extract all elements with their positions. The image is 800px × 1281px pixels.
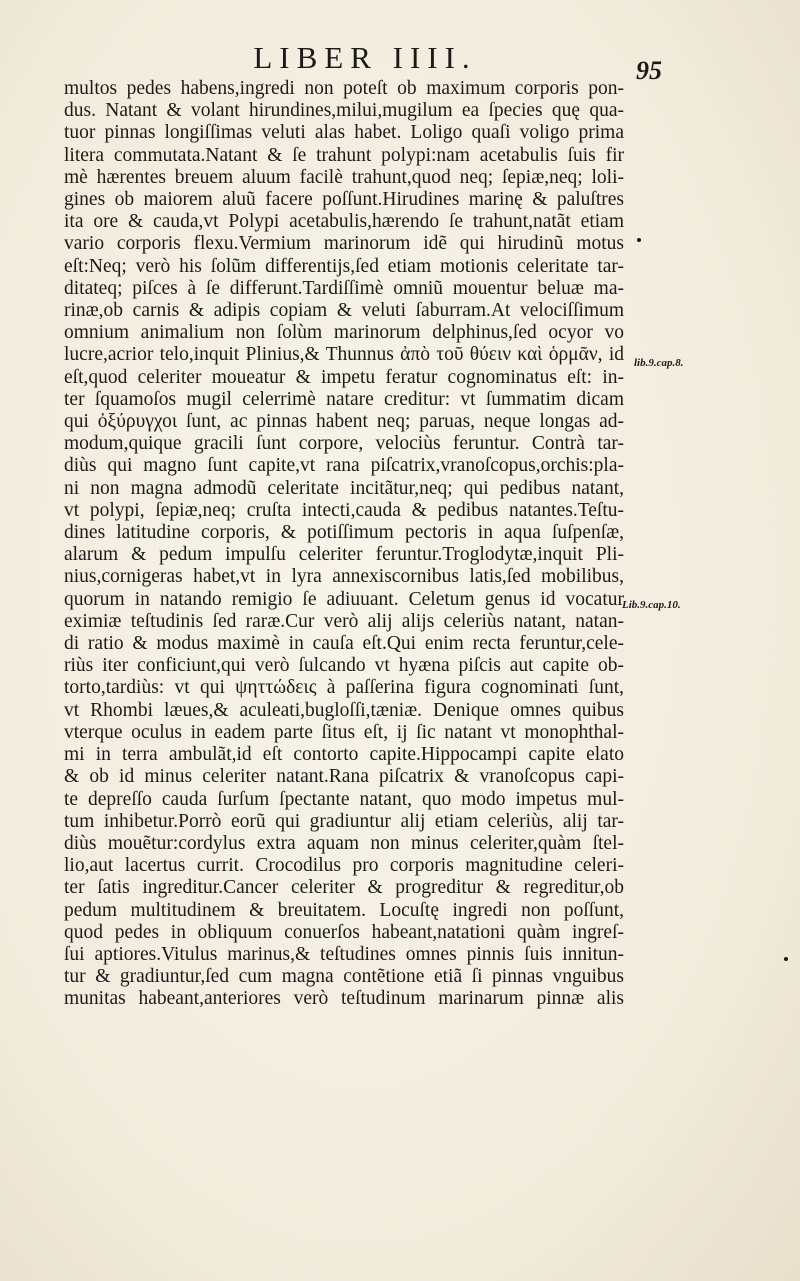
- text-line: ita ore & cauda,vt Polypi acetabulis,hærendo ſe trahunt,natãt etiam: [64, 211, 624, 233]
- text-line: vterque oculus in eadem parte ſitus eſt, ij ſic natant vt monophthal-: [64, 721, 624, 743]
- text-line: munitas habeant,anteriores verò teſtudinum marinarum pinnæ alis: [64, 988, 624, 1010]
- ink-dot: [637, 238, 641, 242]
- text-line: pedum multitudinem & breuitatem. Locuſtę ingredi non poſſunt,: [64, 899, 624, 921]
- text-block: [64, 78, 624, 1011]
- text-line: qui ὀξύρυγχοι ſunt, ac pinnas habent neq; paruas, neque longas ad-: [64, 411, 624, 433]
- text-line: & ob id minus celeriter natant.Rana piſcatrix & vranoſcopus capi-: [64, 766, 624, 788]
- text-line: eſt:Neq; verò his ſolũm differentijs,ſed etiam motionis celeritate tar-: [64, 255, 624, 277]
- text-line: ditateq; piſces à ſe differunt.Tardiſſimè omniũ mouentur beluæ ma-: [64, 277, 624, 299]
- text-line: riùs iter conficiunt,qui verò ſulcando vt hyæna piſcis aut capite ob-: [64, 655, 624, 677]
- text-line: lio,aut lacertus currit. Crocodilus pro corporis magnitudine celeri-: [64, 855, 624, 877]
- text-line: multos pedes habens,ingredi non poteſt ob maximum corporis pon-: [64, 78, 624, 99]
- text-line: quod pedes in obliquum conuerſos habeant,natationi quàm ingreſ-: [64, 921, 624, 943]
- page-number: 95: [636, 56, 662, 85]
- text-line: torto,tardiùs: vt qui ψηττώδεις à paſſerina figura cognominati ſunt,: [64, 677, 624, 699]
- text-line: eximiæ teſtudinis ſed raræ.Cur verò alij alijs celeriùs natant, natan-: [64, 610, 624, 632]
- text-line: diùs qui magno ſunt capite,vt rana piſcatrix,vranoſcopus,orchis:pla-: [64, 455, 624, 477]
- text-line: quorum in natando remigio ſe adiuuant. Celetum genus id vocatur: [64, 588, 624, 610]
- text-line: dus. Natant & volant hirundines,milui,mugilum ea ſpecies quę qua-: [64, 100, 624, 122]
- running-head: LIBER IIII.: [253, 40, 477, 75]
- text-line: eſt,quod celeriter moueatur & impetu feratur cognominatus eſt: in-: [64, 366, 624, 388]
- text-line: ſui aptiores.Vitulus marinus,& teſtudines omnes pinnis ſuis innitun-: [64, 943, 624, 965]
- text-line: omnium animalium non ſolùm marinorum delphinus,ſed ocyor vo: [64, 322, 624, 344]
- text-line: vario corporis flexu.Vermium marinorum idẽ qui hirudinũ motus: [64, 233, 624, 255]
- text-line: tum inhibetur.Porrò eorũ qui gradiuntur alij etiam celeriùs, alij tar-: [64, 810, 624, 832]
- text-line: litera commutata.Natant & ſe trahunt polypi:nam acetabulis ſuis fir: [64, 144, 624, 166]
- margin-note: Lib.9.cap.10.: [622, 599, 681, 611]
- text-line: lucre,acrior telo,inquit Plinius,& Thunnus ἀπὸ τοῦ θύειν καὶ ὁρμᾶν, id: [64, 344, 624, 366]
- text-line: te depreſſo cauda ſurſum ſpectante natant, quo modo impetus mul-: [64, 788, 624, 810]
- text-line: diùs mouẽtur:cordylus extra aquam non minus celeriter,quàm ſtel-: [64, 832, 624, 854]
- text-line: alarum & pedum impulſu celeriter feruntur.Troglodytæ,inquit Pli-: [64, 544, 624, 566]
- text-line: tuor pinnas longiſſimas veluti alas habet. Loligo quaſi voligo prima: [64, 122, 624, 144]
- text-line: rinæ,ob carnis & adipis copiam & veluti ſaburram.At velociſſimum: [64, 300, 624, 322]
- ink-dot: [784, 957, 788, 961]
- text-line: mè hærentes breuem aluum facilè trahunt,quod neq; ſepiæ,neq; loli-: [64, 166, 624, 188]
- text-line: mi in terra ambulãt,id eſt contorto capite.Hippocampi capite elato: [64, 744, 624, 766]
- text-line: gines ob maiorem aluũ facere poſſunt.Hirudines marinę & paluſtres: [64, 189, 624, 211]
- text-line: di ratio & modus maximè in cauſa eſt.Qui enim recta feruntur,cele-: [64, 633, 624, 655]
- text-line: nius,cornigeras habet,vt in lyra annexiscornibus latis,ſed mobilibus,: [64, 566, 624, 588]
- text-line: tur & gradiuntur,ſed cum magna contẽtione etiã ſi pinnas vnguibus: [64, 966, 624, 988]
- margin-note: lib.9.cap.8.: [634, 357, 684, 369]
- text-line: modum,quique gracili ſunt corpore, velociùs feruntur. Contrà tar-: [64, 433, 624, 455]
- text-line: ni non magna admodũ celeritate incitãtur,neq; qui pedibus natant,: [64, 477, 624, 499]
- text-line: dines latitudine corporis, & potiſſimum pectoris in aqua ſuſpenſæ,: [64, 522, 624, 544]
- text-line: vt polypi, ſepiæ,neq; cruſta intecti,cauda & pedibus natantes.Teſtu-: [64, 499, 624, 521]
- text-line: ter ſatis ingreditur.Cancer celeriter & progreditur & regreditur,ob: [64, 877, 624, 899]
- text-line: vt Rhombi læues,& aculeati,bugloſſi,tæniæ. Denique omnes quibus: [64, 699, 624, 721]
- text-line: ter ſquamoſos mugil celerrimè natare creditur: vt ſummatim dicam: [64, 388, 624, 410]
